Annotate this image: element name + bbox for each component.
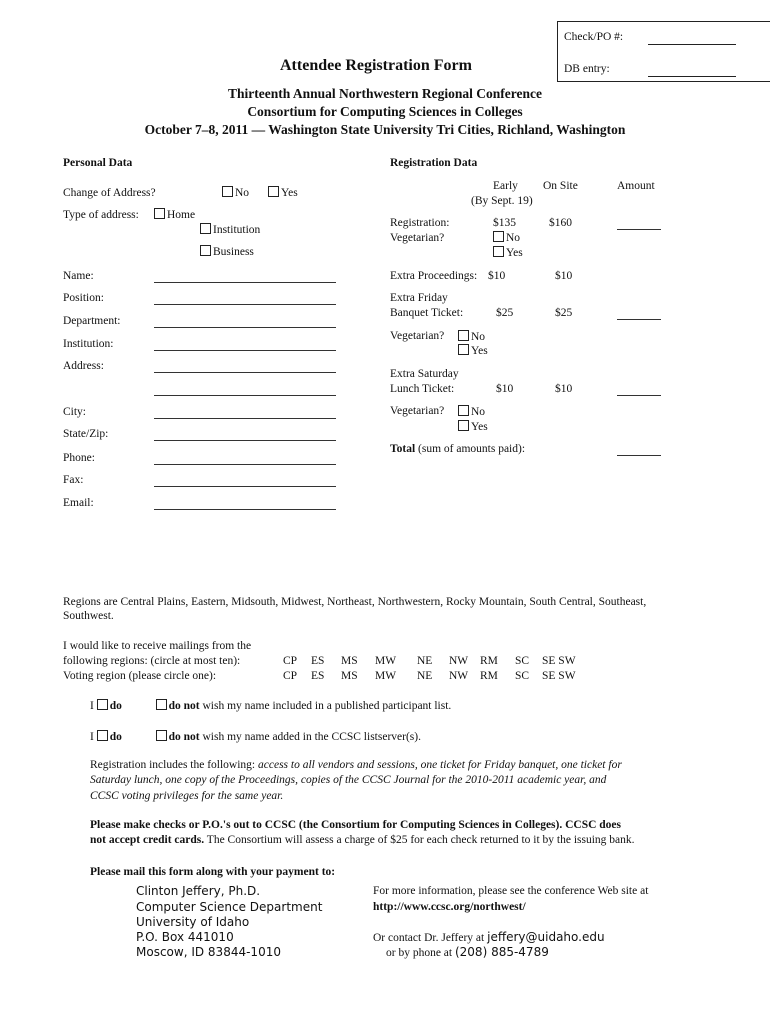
reg-vegetarian-yes[interactable]: Yes [493, 246, 523, 259]
db-entry-label: DB entry: [564, 63, 610, 75]
checkbox-icon[interactable] [97, 699, 108, 710]
conference-date-location: October 7–8, 2011 — Washington State University Tri Cities, Richland, Washington [144, 122, 626, 137]
contact-phone: (208) 885-4789 [454, 945, 549, 959]
form-title: Attendee Registration Form [280, 57, 472, 74]
region-code[interactable]: SE SW [542, 670, 576, 682]
lunch-vegetarian-no[interactable]: No [458, 405, 485, 418]
total-amount-field[interactable] [617, 455, 661, 456]
address-line: P.O. Box 441010 [136, 930, 234, 944]
address-line: Clinton Jeffery, Ph.D. [136, 884, 261, 898]
mailing-regions-label-1: I would like to receive mailings from the [63, 640, 252, 652]
email-label: Email: [63, 497, 94, 509]
lunch-vegetarian-label: Vegetarian? [390, 405, 445, 417]
banquet-vegetarian-yes[interactable]: Yes [458, 344, 488, 357]
lunch-onsite-price: $10 [555, 383, 573, 395]
checkbox-icon[interactable] [493, 246, 504, 257]
lunch-amount-field[interactable] [617, 395, 661, 396]
contact-line: Or contact Dr. Jeffery at jeffery@uidaho.edu [373, 930, 605, 944]
extra-saturday-label: Extra Saturday [390, 368, 459, 380]
check-po-line[interactable] [648, 44, 736, 45]
registration-amount-field[interactable] [617, 229, 661, 230]
change-of-address-label: Change of Address? [63, 187, 156, 199]
checkbox-icon[interactable] [200, 223, 211, 234]
participant-list-do[interactable]: do [97, 700, 122, 712]
region-code[interactable]: SC [515, 655, 530, 667]
banquet-onsite-price: $25 [555, 307, 573, 319]
reg-vegetarian-no[interactable]: No [493, 231, 520, 244]
onsite-column-header: On Site [543, 180, 578, 192]
address-line: Computer Science Department [136, 900, 323, 914]
checkbox-icon[interactable] [200, 245, 211, 256]
registration-label: Registration: [390, 217, 450, 229]
listserver-consent: I do do not wish my name added in the CCSC listserver(s). [90, 731, 421, 743]
lunch-early-price: $10 [496, 383, 514, 395]
banquet-amount-field[interactable] [617, 319, 661, 320]
institution-field[interactable] [154, 350, 336, 351]
proceedings-onsite-price: $10 [555, 270, 573, 282]
city-field[interactable] [154, 418, 336, 419]
position-label: Position: [63, 292, 104, 304]
region-code[interactable]: NW [449, 670, 469, 682]
registration-data-heading: Registration Data [390, 157, 478, 169]
participant-list-do-not[interactable]: do not [156, 700, 200, 712]
personal-data-heading: Personal Data [63, 157, 133, 169]
region-code[interactable]: MW [375, 655, 397, 667]
region-code[interactable]: NE [417, 670, 433, 682]
region-code[interactable]: CP [283, 670, 298, 682]
address-field-1[interactable] [154, 372, 336, 373]
by-date-header: (By Sept. 19) [471, 195, 533, 207]
name-field[interactable] [154, 282, 336, 283]
office-use-box [557, 21, 770, 82]
registration-onsite-price: $160 [549, 217, 572, 229]
mailing-region-codes [0, 655, 770, 669]
checkbox-icon[interactable] [458, 344, 469, 355]
includes-line-3: CCSC voting privileges for the same year. [90, 790, 284, 802]
checkbox-icon[interactable] [156, 730, 167, 741]
checkbox-icon[interactable] [154, 208, 165, 219]
region-code[interactable]: MS [341, 670, 358, 682]
region-code[interactable]: RM [480, 670, 498, 682]
address-type-home[interactable]: Home [154, 208, 195, 221]
fax-label: Fax: [63, 474, 84, 486]
extra-proceedings-label: Extra Proceedings: [390, 270, 478, 282]
banquet-vegetarian-label: Vegetarian? [390, 330, 445, 342]
position-field[interactable] [154, 304, 336, 305]
region-code[interactable]: SE SW [542, 655, 576, 667]
region-code[interactable]: MW [375, 670, 397, 682]
institution-label: Institution: [63, 338, 114, 350]
voting-region-label: Voting region (please circle one): [63, 670, 217, 682]
listserver-do-not[interactable]: do not [156, 731, 200, 743]
extra-friday-label: Extra Friday [390, 292, 448, 304]
address-line: University of Idaho [136, 915, 250, 929]
phone-label: Phone: [63, 452, 95, 464]
regions-description-cont: Southwest. [63, 610, 114, 622]
region-code[interactable]: MS [341, 655, 358, 667]
address-line: Moscow, ID 83844-1010 [136, 945, 281, 959]
banquet-vegetarian-no[interactable]: No [458, 330, 485, 343]
state-zip-field[interactable] [154, 440, 336, 441]
check-po-label: Check/PO #: [564, 31, 624, 43]
banquet-ticket-label: Banquet Ticket: [390, 307, 464, 319]
address-type-business[interactable]: Business [200, 245, 254, 258]
checkbox-icon[interactable] [458, 405, 469, 416]
mail-heading: Please mail this form along with your payment to: [90, 866, 336, 878]
vegetarian-label: Vegetarian? [390, 232, 445, 244]
change-address-no[interactable]: No [222, 186, 249, 199]
checks-instruction-1: Please make checks or P.O.'s out to CCSC (the Consortium for Computing Sciences in Colleges). CCSC does [90, 819, 622, 831]
includes-line-1: Registration includes the following: access to all vendors and sessions, one ticket for Friday banquet, one ticket for [90, 759, 622, 771]
checkbox-icon[interactable] [493, 231, 504, 242]
registration-early-price: $135 [493, 217, 516, 229]
checkbox-icon[interactable] [222, 186, 233, 197]
region-code[interactable]: CP [283, 655, 298, 667]
region-code[interactable]: RM [480, 655, 498, 667]
region-code[interactable]: SC [515, 670, 530, 682]
db-entry-line[interactable] [648, 76, 736, 77]
phone-field[interactable] [154, 464, 336, 465]
department-field[interactable] [154, 327, 336, 328]
contact-email-link[interactable]: jeffery@uidaho.edu [487, 930, 605, 944]
total-label: Total (sum of amounts paid): [390, 443, 526, 455]
region-code[interactable]: ES [311, 670, 325, 682]
name-label: Name: [63, 270, 94, 282]
phone-line: or by phone at (208) 885-4789 [386, 945, 549, 959]
region-code[interactable]: NW [449, 655, 469, 667]
fax-field[interactable] [154, 486, 336, 487]
consortium-title: Consortium for Computing Sciences in Colleges [247, 104, 523, 119]
proceedings-early-price: $10 [488, 270, 506, 282]
department-label: Department: [63, 315, 121, 327]
checkbox-icon[interactable] [458, 330, 469, 341]
state-zip-label: State/Zip: [63, 428, 109, 440]
banquet-early-price: $25 [496, 307, 514, 319]
lunch-vegetarian-yes[interactable]: Yes [458, 420, 488, 433]
includes-line-2: Saturday lunch, one copy of the Proceedings, copies of the CCSC Journal for the 2010-2011 academic year, and [90, 774, 607, 786]
region-code[interactable]: ES [311, 655, 325, 667]
email-field[interactable] [154, 509, 336, 510]
checkbox-icon[interactable] [458, 420, 469, 431]
city-label: City: [63, 406, 87, 418]
listserver-do[interactable]: do [97, 731, 122, 743]
change-address-yes[interactable]: Yes [268, 186, 298, 199]
more-info-text: For more information, please see the conference Web site at [373, 885, 649, 897]
address-label: Address: [63, 360, 104, 372]
amount-column-header: Amount [617, 180, 655, 192]
address-type-institution[interactable]: Institution [200, 223, 260, 236]
type-of-address-label: Type of address: [63, 209, 139, 221]
lunch-ticket-label: Lunch Ticket: [390, 383, 455, 395]
mailing-regions-label-2: following regions: (circle at most ten): [63, 655, 241, 667]
checks-instruction-2: not accept credit cards. The Consortium will assess a charge of $25 for each check returned to it by the issuing bank. [90, 834, 635, 846]
early-column-header: Early [493, 180, 518, 192]
participant-list-consent: I do do not wish my name included in a published participant list. [90, 700, 452, 712]
address-field-2[interactable] [154, 395, 336, 396]
checkbox-icon[interactable] [268, 186, 279, 197]
checkbox-icon[interactable] [156, 699, 167, 710]
checkbox-icon[interactable] [97, 730, 108, 741]
conference-url-link[interactable]: http://www.ccsc.org/northwest/ [373, 901, 526, 913]
conference-title: Thirteenth Annual Northwestern Regional Conference [228, 86, 542, 101]
regions-description: Regions are Central Plains, Eastern, Midsouth, Midwest, Northeast, Northwestern, Rocky Mountain, South Central, Southeast, [63, 596, 647, 608]
voting-region-codes [0, 670, 770, 684]
region-code[interactable]: NE [417, 655, 433, 667]
